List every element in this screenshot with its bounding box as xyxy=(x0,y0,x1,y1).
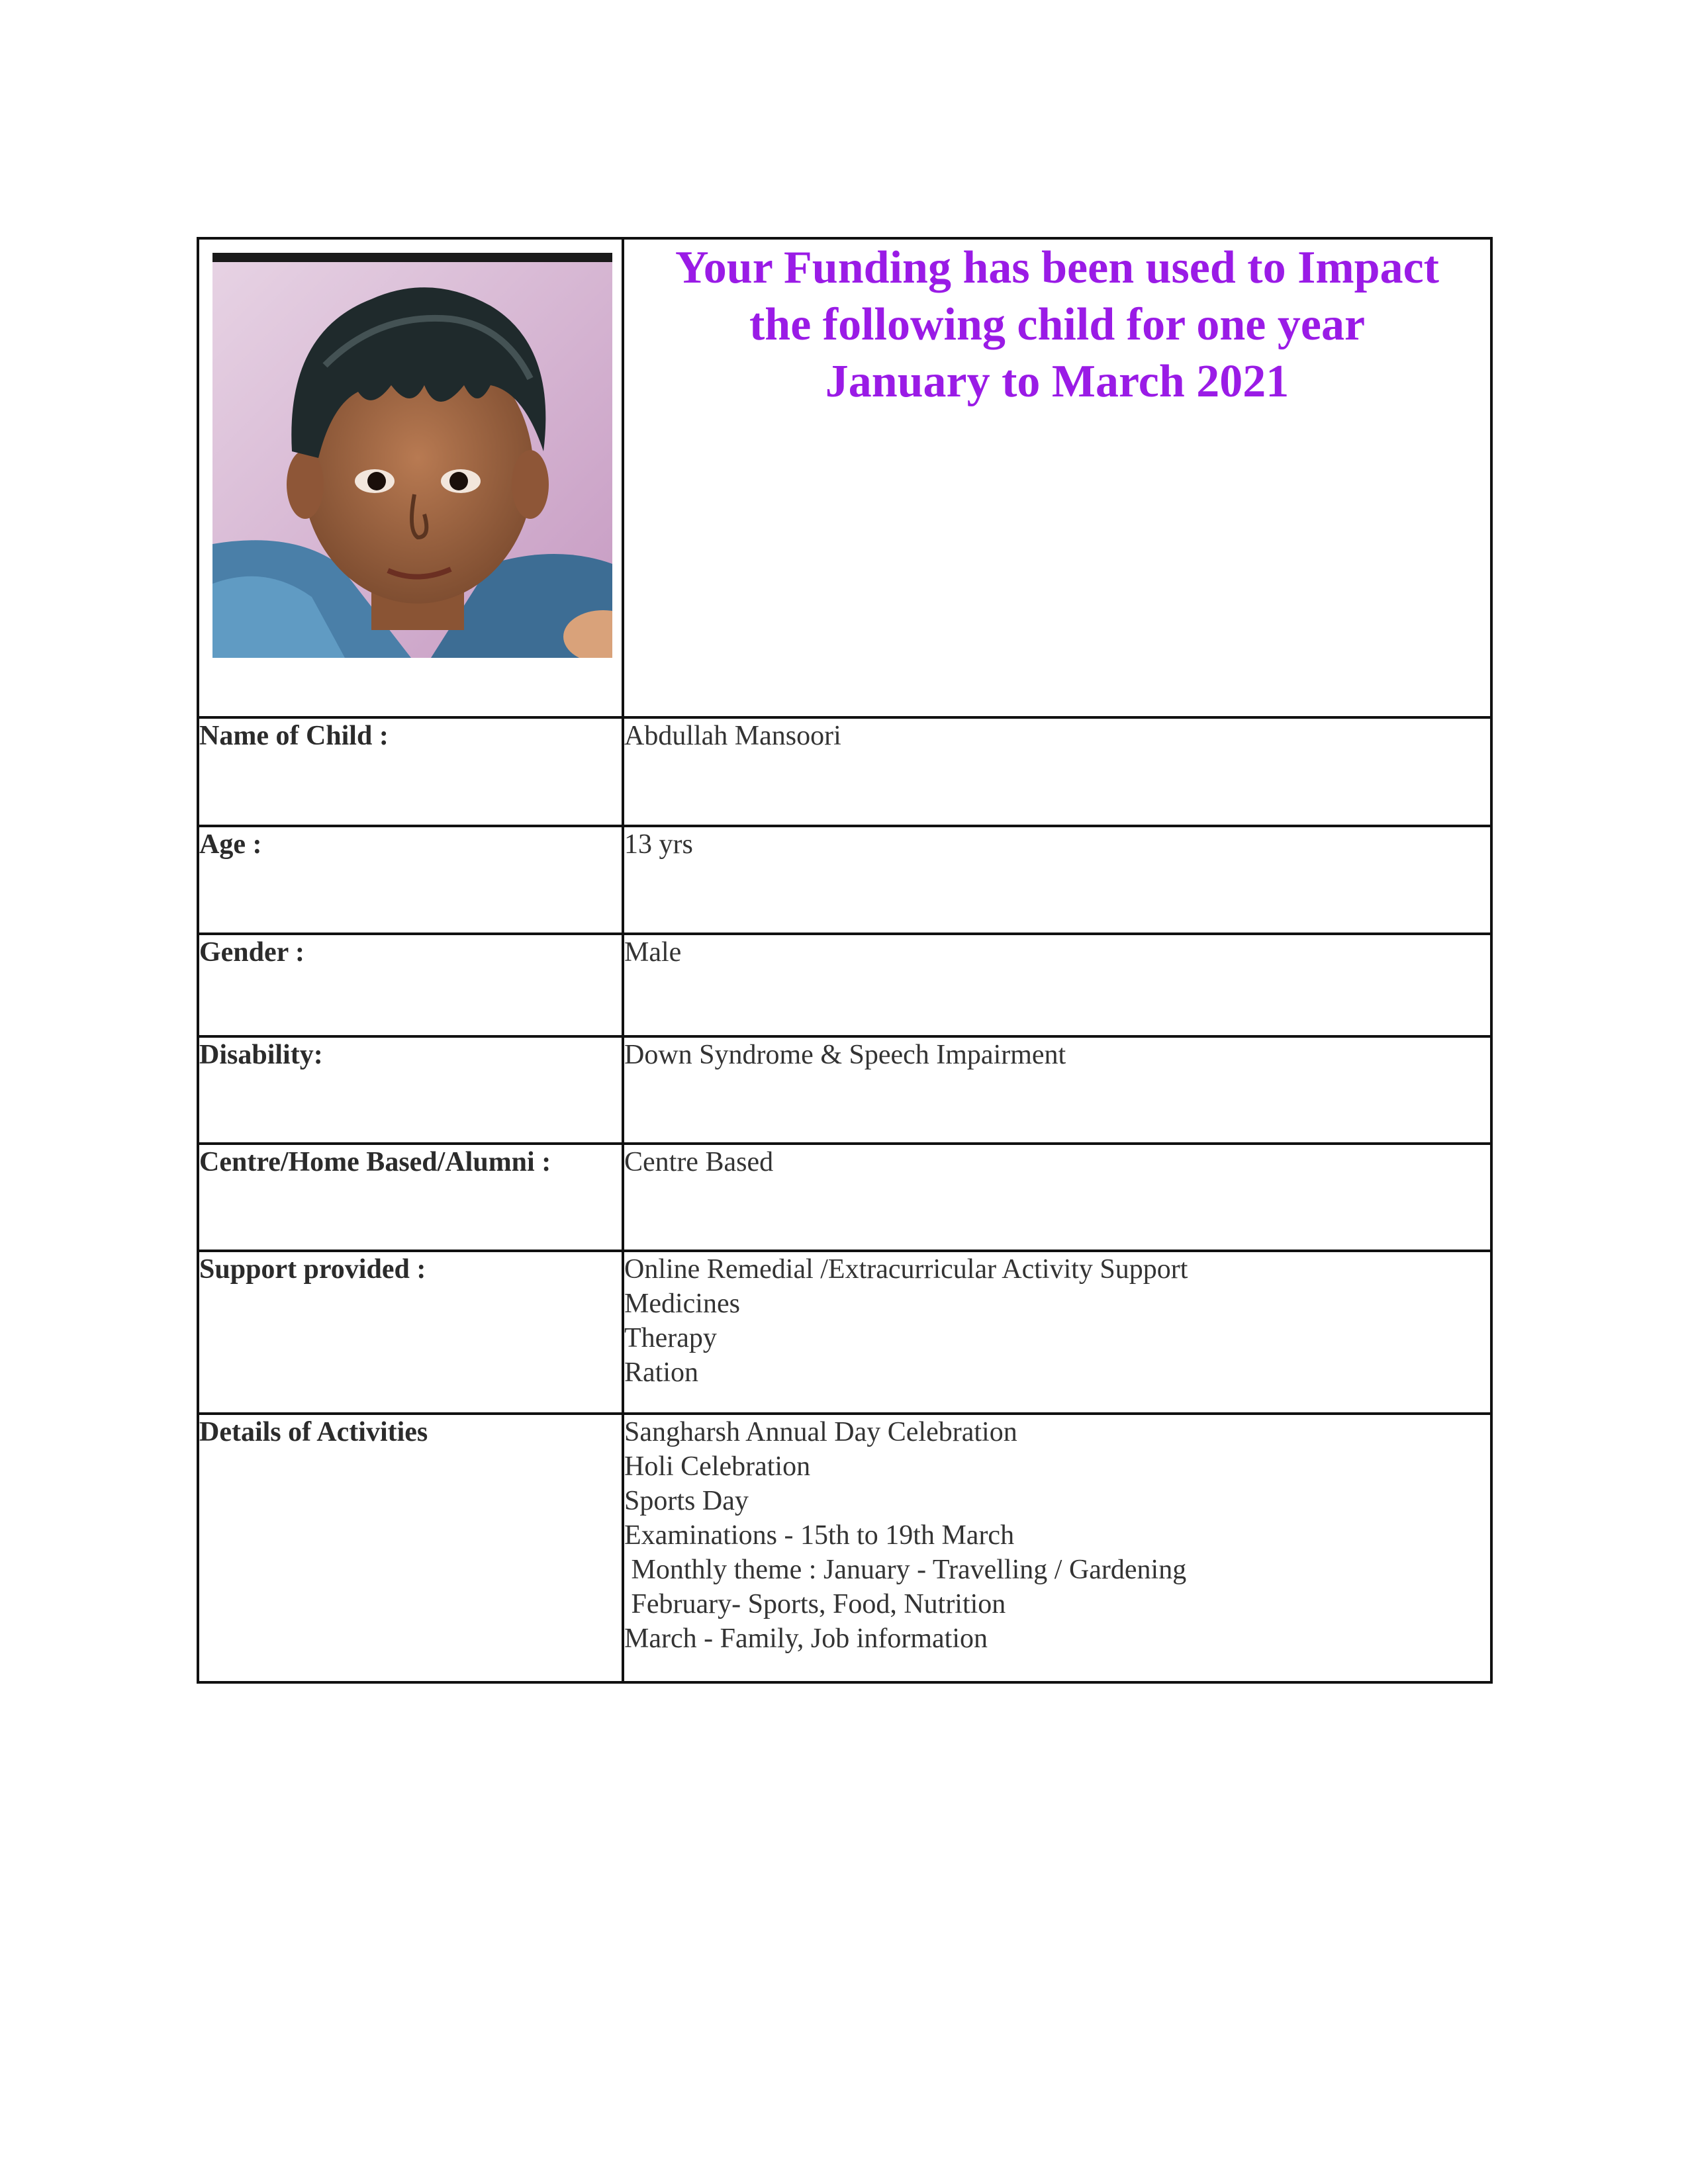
title-line-2: the following child for one year xyxy=(749,299,1366,350)
age-value: 13 yrs xyxy=(623,826,1491,934)
activity-item: Examinations - 15th to 19th March xyxy=(624,1520,1015,1551)
support-label: Support provided : xyxy=(198,1251,623,1414)
support-item: Ration xyxy=(624,1357,698,1388)
photo-cell xyxy=(198,238,623,717)
activity-item: March - Family, Job information xyxy=(624,1623,988,1654)
disability-value: Down Syndrome & Speech Impairment xyxy=(623,1036,1491,1144)
support-values xyxy=(623,1251,1491,1414)
row-support xyxy=(198,1251,1491,1414)
support-item: Therapy xyxy=(624,1323,717,1353)
support-item: Online Remedial /Extracurricular Activity Support xyxy=(624,1254,1188,1285)
title-cell xyxy=(623,238,1491,717)
age-label: Age : xyxy=(198,826,623,934)
row-details xyxy=(198,1414,1491,1682)
centre-label: Centre/Home Based/Alumni : xyxy=(198,1144,623,1251)
disability-label: Disability: xyxy=(198,1036,623,1144)
row-disability xyxy=(198,1036,1491,1144)
title-line-1: Your Funding has been used to Impact xyxy=(675,242,1439,293)
activity-item: February- Sports, Food, Nutrition xyxy=(624,1589,1006,1619)
row-name xyxy=(198,717,1491,826)
child-impact-table xyxy=(197,237,1493,1684)
row-gender xyxy=(198,934,1491,1036)
activity-item: Sports Day xyxy=(624,1486,749,1516)
details-values xyxy=(623,1414,1491,1682)
details-label: Details of Activities xyxy=(198,1414,623,1682)
gender-label: Gender : xyxy=(198,934,623,1036)
row-centre xyxy=(198,1144,1491,1251)
activity-item: Sangharsh Annual Day Celebration xyxy=(624,1417,1017,1447)
row-age xyxy=(198,826,1491,934)
name-label: Name of Child : xyxy=(198,717,623,826)
centre-value: Centre Based xyxy=(623,1144,1491,1251)
name-value: Abdullah Mansoori xyxy=(623,717,1491,826)
activity-item: Monthly theme : January - Travelling / Gardening xyxy=(624,1555,1187,1585)
child-portrait-photo xyxy=(212,253,612,658)
gender-value: Male xyxy=(623,934,1491,1036)
header-row xyxy=(198,238,1491,717)
title-line-3: January to March 2021 xyxy=(825,356,1289,407)
support-item: Medicines xyxy=(624,1289,740,1319)
activity-item: Holi Celebration xyxy=(624,1451,811,1482)
